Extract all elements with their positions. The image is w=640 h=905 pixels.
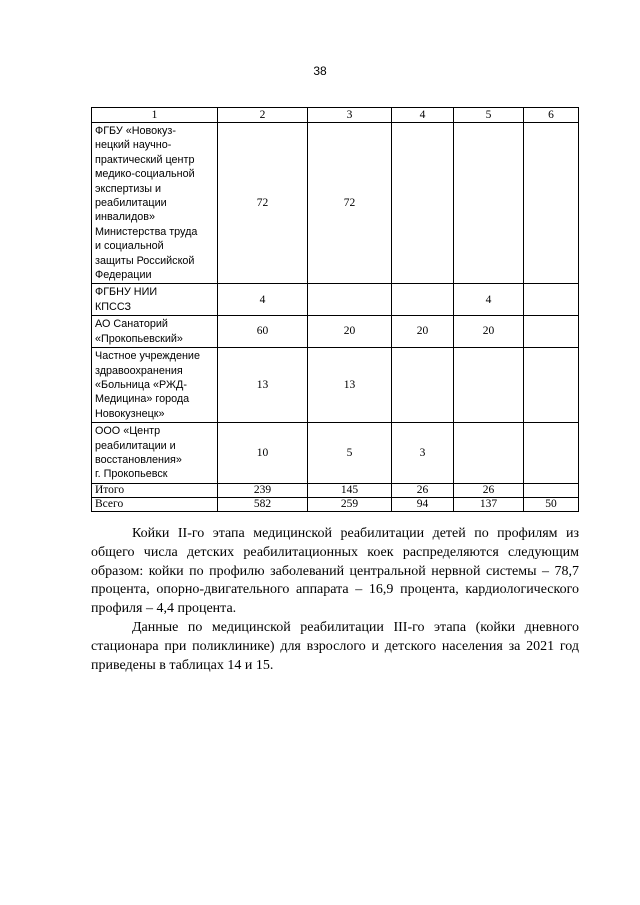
table-row (92, 284, 579, 316)
table-cell: 13 (218, 348, 308, 423)
table-row (92, 316, 579, 348)
bed-capacity-table (91, 107, 579, 512)
body-text (91, 525, 579, 675)
table-cell: 4 (454, 284, 524, 316)
institution-name: Частное учреждение здравоохранения «Больница «РЖД- Медицина» города Новокузнецк» (92, 348, 218, 423)
table-header-row (92, 108, 579, 123)
table-cell (524, 483, 579, 497)
table-cell: 10 (218, 423, 308, 484)
table-row (92, 348, 579, 423)
table-cell (524, 348, 579, 423)
table-cell (454, 123, 524, 284)
paragraph: Койки II-го этапа медицинской реабилитации детей по профилям из общего числа детских реабилитационных коек распределяются следующим образом: койки по профилю заболеваний центральной нервной системы – 78,7 процента, опорно-двигательного аппарата – 16,9 процента, кардиологического профиля – 4,4 процента. (91, 526, 579, 617)
institution-name: ООО «Центр реабилитации и восстановления» г. Прокопьевск (92, 423, 218, 484)
table-cell (524, 123, 579, 284)
table-cell: 72 (308, 123, 392, 284)
table-cell: 72 (218, 123, 308, 284)
table-cell (524, 423, 579, 484)
table-cell: 137 (454, 497, 524, 511)
table-cell (392, 123, 454, 284)
table-cell: 13 (308, 348, 392, 423)
table-cell (308, 284, 392, 316)
table-cell (392, 284, 454, 316)
table-cell (454, 348, 524, 423)
column-header: 3 (308, 108, 392, 123)
paragraph: Данные по медицинской реабилитации III-го этапа (койки дневного стационара при поликлинике) для взрослого и детского населения за 2021 год приведены в таблицах 14 и 15. (91, 619, 579, 673)
column-header: 6 (524, 108, 579, 123)
table-cell: 26 (454, 483, 524, 497)
institution-name: ФГБУ «Новокуз- нецкий научно- практический центр медико-социальной экспертизы и реабилитации инвалидов» Министерства труда и социальной защиты Российской Федерации (92, 123, 218, 284)
column-header: 5 (454, 108, 524, 123)
table-cell: 26 (392, 483, 454, 497)
table-cell: 5 (308, 423, 392, 484)
column-header: 4 (392, 108, 454, 123)
table-cell: 20 (308, 316, 392, 348)
table-cell (524, 284, 579, 316)
table-cell (454, 423, 524, 484)
column-header: 2 (218, 108, 308, 123)
table-cell: 50 (524, 497, 579, 511)
subtotal-label: Итого (92, 483, 218, 497)
institution-name: АО Санаторий «Прокопьевский» (92, 316, 218, 348)
table-cell (392, 348, 454, 423)
table-cell: 94 (392, 497, 454, 511)
table-cell: 4 (218, 284, 308, 316)
table-cell: 239 (218, 483, 308, 497)
table-cell (524, 316, 579, 348)
page-number: 38 (313, 64, 327, 78)
column-header: 1 (92, 108, 218, 123)
total-label: Всего (92, 497, 218, 511)
subtotal-row (92, 483, 579, 497)
total-row (92, 497, 579, 511)
table-cell: 145 (308, 483, 392, 497)
table-cell: 3 (392, 423, 454, 484)
table-cell: 259 (308, 497, 392, 511)
table-row (92, 123, 579, 284)
table-row (92, 423, 579, 484)
institution-name: ФГБНУ НИИ КПССЗ (92, 284, 218, 316)
table-cell: 60 (218, 316, 308, 348)
table-cell: 20 (454, 316, 524, 348)
table-cell: 20 (392, 316, 454, 348)
table-cell: 582 (218, 497, 308, 511)
